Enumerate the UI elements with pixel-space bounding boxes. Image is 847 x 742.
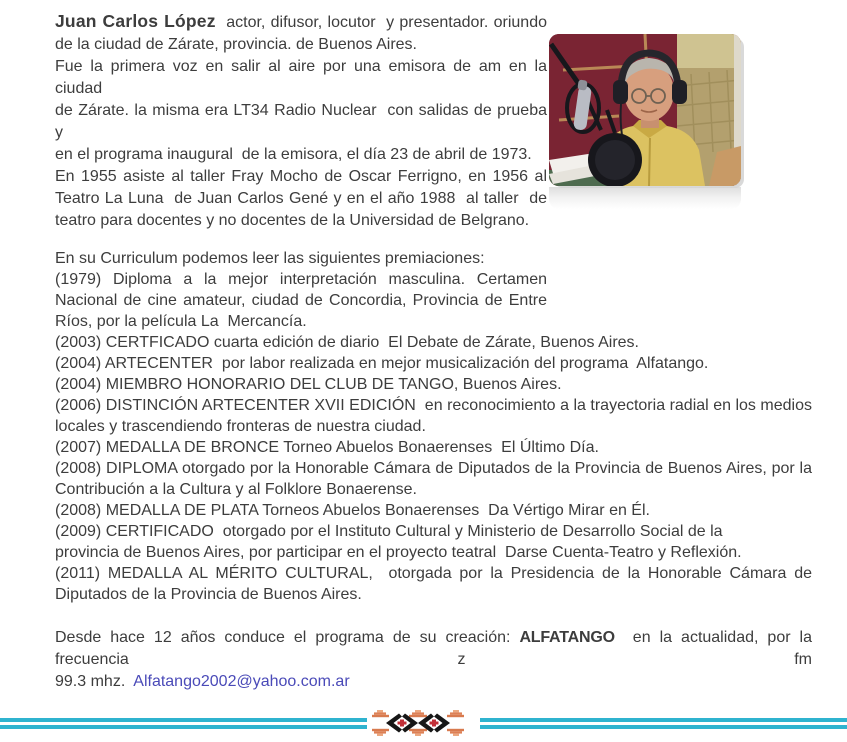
spacer — [55, 232, 547, 248]
email-link[interactable]: Alfatango2002@yahoo.com.ar — [133, 673, 350, 690]
footer-divider — [0, 708, 847, 738]
person-name: Juan Carlos López — [55, 11, 216, 31]
ornament-triangles-bottom — [372, 729, 464, 736]
intro-line: en el programa inaugural de la emisora, el día 23 de abril de 1973. — [55, 146, 532, 163]
divider-line-left — [0, 718, 367, 729]
award-1979-line: Ríos, por la película La Mercancía. — [55, 313, 307, 330]
frequency-text: 99.3 mhz. — [55, 673, 134, 690]
award-1979-line: Nacional de cine amateur, ciudad de Concordia, Provincia de Entre — [55, 292, 547, 309]
award-line: (2004) MIEMBRO HONORARIO DEL CLUB DE TANGO, Buenos Aires. — [55, 376, 562, 393]
award-1979-line: (1979) Diploma a la mejor interpretación masculina. Certamen — [55, 271, 547, 288]
award-line: (2004) ARTECENTER por labor realizada en mejor musicalización del programa Alfatango. — [55, 355, 709, 372]
ornament-triangles-top — [372, 710, 464, 717]
intro-paragraphs — [55, 10, 547, 332]
award-line: (2003) CERTFICADO cuarta edición de diario El Debate de Zárate, Buenos Aires. — [55, 334, 639, 351]
intro-line — [55, 10, 547, 34]
divider-line-right — [480, 718, 847, 729]
award-line: (2006) DISTINCIÓN ARTECENTER XVII EDICIÓN en reconocimiento a la trayectoria radial en los medios — [55, 397, 812, 414]
award-line: (2008) MEDALLA DE PLATA Torneos Abuelos Bonaerenses Da Vértigo Mirar en Él. — [55, 502, 650, 519]
intro-line: Fue la primera voz en salir al aire por una emisora de am en la ciudad — [55, 58, 547, 97]
award-line: (2011) MEDALLA AL MÉRITO CULTURAL, otorgada por la Presidencia de la Honorable Cámara de — [55, 565, 812, 582]
intro-line: de la ciudad de Zárate, provincia. de Buenos Aires. — [55, 36, 417, 53]
closing-paragraph — [55, 627, 812, 693]
award-line: (2009) CERTIFICADO otorgado por el Instituto Cultural y Ministerio de Desarrollo Social de la — [55, 523, 723, 540]
biography-text — [55, 10, 812, 693]
spacer — [55, 605, 812, 627]
award-line: (2008) DIPLOMA otorgado por la Honorable Cámara de Diputados de la Provincia de Buenos Aires, por la — [55, 460, 812, 477]
award-line: provincia de Buenos Aires, por participar en el proyecto teatral Darse Cuenta-Teatro y Reflexión. — [55, 544, 742, 561]
intro-line: de Zárate. la misma era LT34 Radio Nuclear con salidas de prueba y — [55, 102, 547, 141]
award-line: (2007) MEDALLA DE BRONCE Torneo Abuelos Bonaerenses El Último Día. — [55, 439, 599, 456]
closing-text: en la actualidad, por la frecuencia z fm — [55, 629, 813, 668]
program-name: ALFATANGO — [519, 629, 615, 646]
intro-line: En 1955 asiste al taller Fray Mocho de Oscar Ferrigno, en 1956 al — [55, 168, 547, 185]
intro-line: teatro para docentes y no docentes de la Universidad de Belgrano. — [55, 212, 530, 229]
intro-line1-rest: actor, difusor, locutor y presentador. oriundo — [215, 14, 547, 31]
awards-list — [55, 332, 812, 605]
intro-line: Teatro La Luna de Juan Carlos Gené y en el año 1988 al taller de — [55, 190, 547, 207]
closing-line — [55, 671, 812, 693]
pampa-ornament-icon — [372, 709, 464, 737]
award-line: Contribución a la Cultura y al Folklore Bonaerense. — [55, 481, 417, 498]
closing-text: Desde hace 12 años conduce el programa de su creación: — [55, 629, 520, 646]
closing-line — [55, 627, 812, 671]
curriculum-heading: En su Curriculum podemos leer las siguientes premiaciones: — [55, 250, 485, 267]
award-line: locales y trascendiendo fronteras de nuestra ciudad. — [55, 418, 426, 435]
award-line: Diputados de la Provincia de Buenos Aires. — [55, 586, 362, 603]
